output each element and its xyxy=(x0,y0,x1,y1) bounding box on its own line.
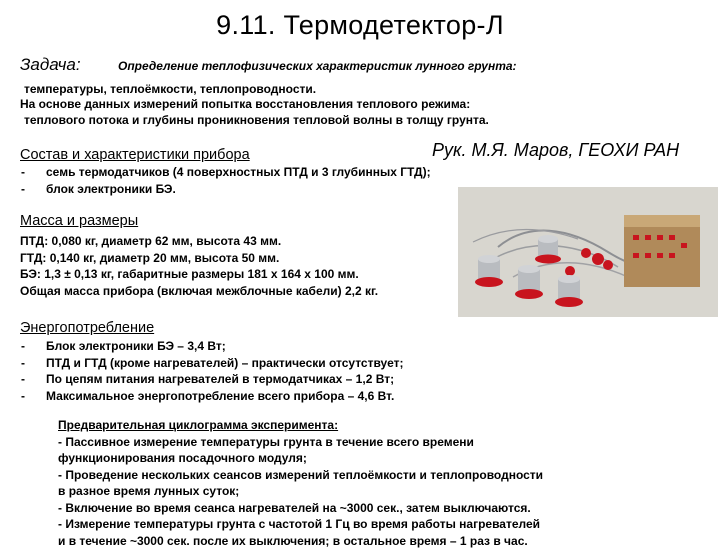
cyclogram-line: и в течение ~3000 сек. после их выключения; в остальное время – 1 раз в час. xyxy=(58,533,543,549)
mass-heading: Масса и размеры xyxy=(20,213,138,229)
page-title: 9.11. Термодетектор-Л xyxy=(0,10,720,41)
cyclogram-line: - Проведение нескольких сеансов измерений теплоёмкости и теплопроводности xyxy=(58,467,543,484)
composition-item: - семь термодатчиков (4 поверхностных ПТД и 3 глубинных ГТД); xyxy=(20,164,431,181)
cyclogram-line: - Измерение температуры грунта с частотой 1 Гц во время работы нагревателей xyxy=(58,516,543,533)
cyclogram-line: - Пассивное измерение температуры грунта в течение всего времени xyxy=(58,434,543,451)
cyclogram-heading: Предварительная циклограмма эксперимента: xyxy=(58,417,543,434)
power-item: - ПТД и ГТД (кроме нагревателей) – практически отсутствует; xyxy=(20,355,403,372)
mass-line: ПТД: 0,080 кг, диаметр 62 мм, высота 43 мм. xyxy=(20,233,378,250)
instrument-photo xyxy=(458,187,718,317)
mass-line: ГТД: 0,140 кг, диаметр 20 мм, высота 50 мм. xyxy=(20,250,378,267)
cyclogram-line: - Включение во время сеанса нагревателей на ~3000 сек., затем выключаются. xyxy=(58,500,543,517)
task-third-line: На основе данных измерений попытка восстановления теплового режима: xyxy=(20,96,470,113)
power-item: - Блок электроники БЭ – 3,4 Вт; xyxy=(20,338,403,355)
leader-note: Рук. М.Я. Маров, ГЕОХИ РАН xyxy=(432,140,679,161)
task-second-line: температуры, теплоёмкости, теплопроводности. xyxy=(24,81,316,98)
composition-item: - блок электроники БЭ. xyxy=(20,181,431,198)
composition-heading: Состав и характеристики прибора xyxy=(20,147,250,163)
mass-line: БЭ: 1,3 ± 0,13 кг, габаритные размеры 181 х 164 х 100 мм. xyxy=(20,266,378,283)
mass-list xyxy=(20,233,378,299)
cyclogram-line: функционирования посадочного модуля; xyxy=(58,450,543,467)
power-item: - По цепям питания нагревателей в термодатчиках – 1,2 Вт; xyxy=(20,371,403,388)
power-item: - Максимальное энергопотребление всего прибора – 4,6 Вт. xyxy=(20,388,403,405)
mass-line: Общая масса прибора (включая межблочные кабели) 2,2 кг. xyxy=(20,283,378,300)
power-heading: Энергопотребление xyxy=(20,320,154,336)
power-list xyxy=(20,338,403,404)
task-fourth-line: теплового потока и глубины проникновения тепловой волны в толщу грунта. xyxy=(24,112,489,129)
cyclogram-block xyxy=(58,417,543,549)
task-first-line: Определение теплофизических характеристик лунного грунта: xyxy=(118,58,517,75)
task-label: Задача: xyxy=(20,55,81,75)
cyclogram-line: в разное время лунных суток; xyxy=(58,483,543,500)
composition-list xyxy=(20,164,431,197)
